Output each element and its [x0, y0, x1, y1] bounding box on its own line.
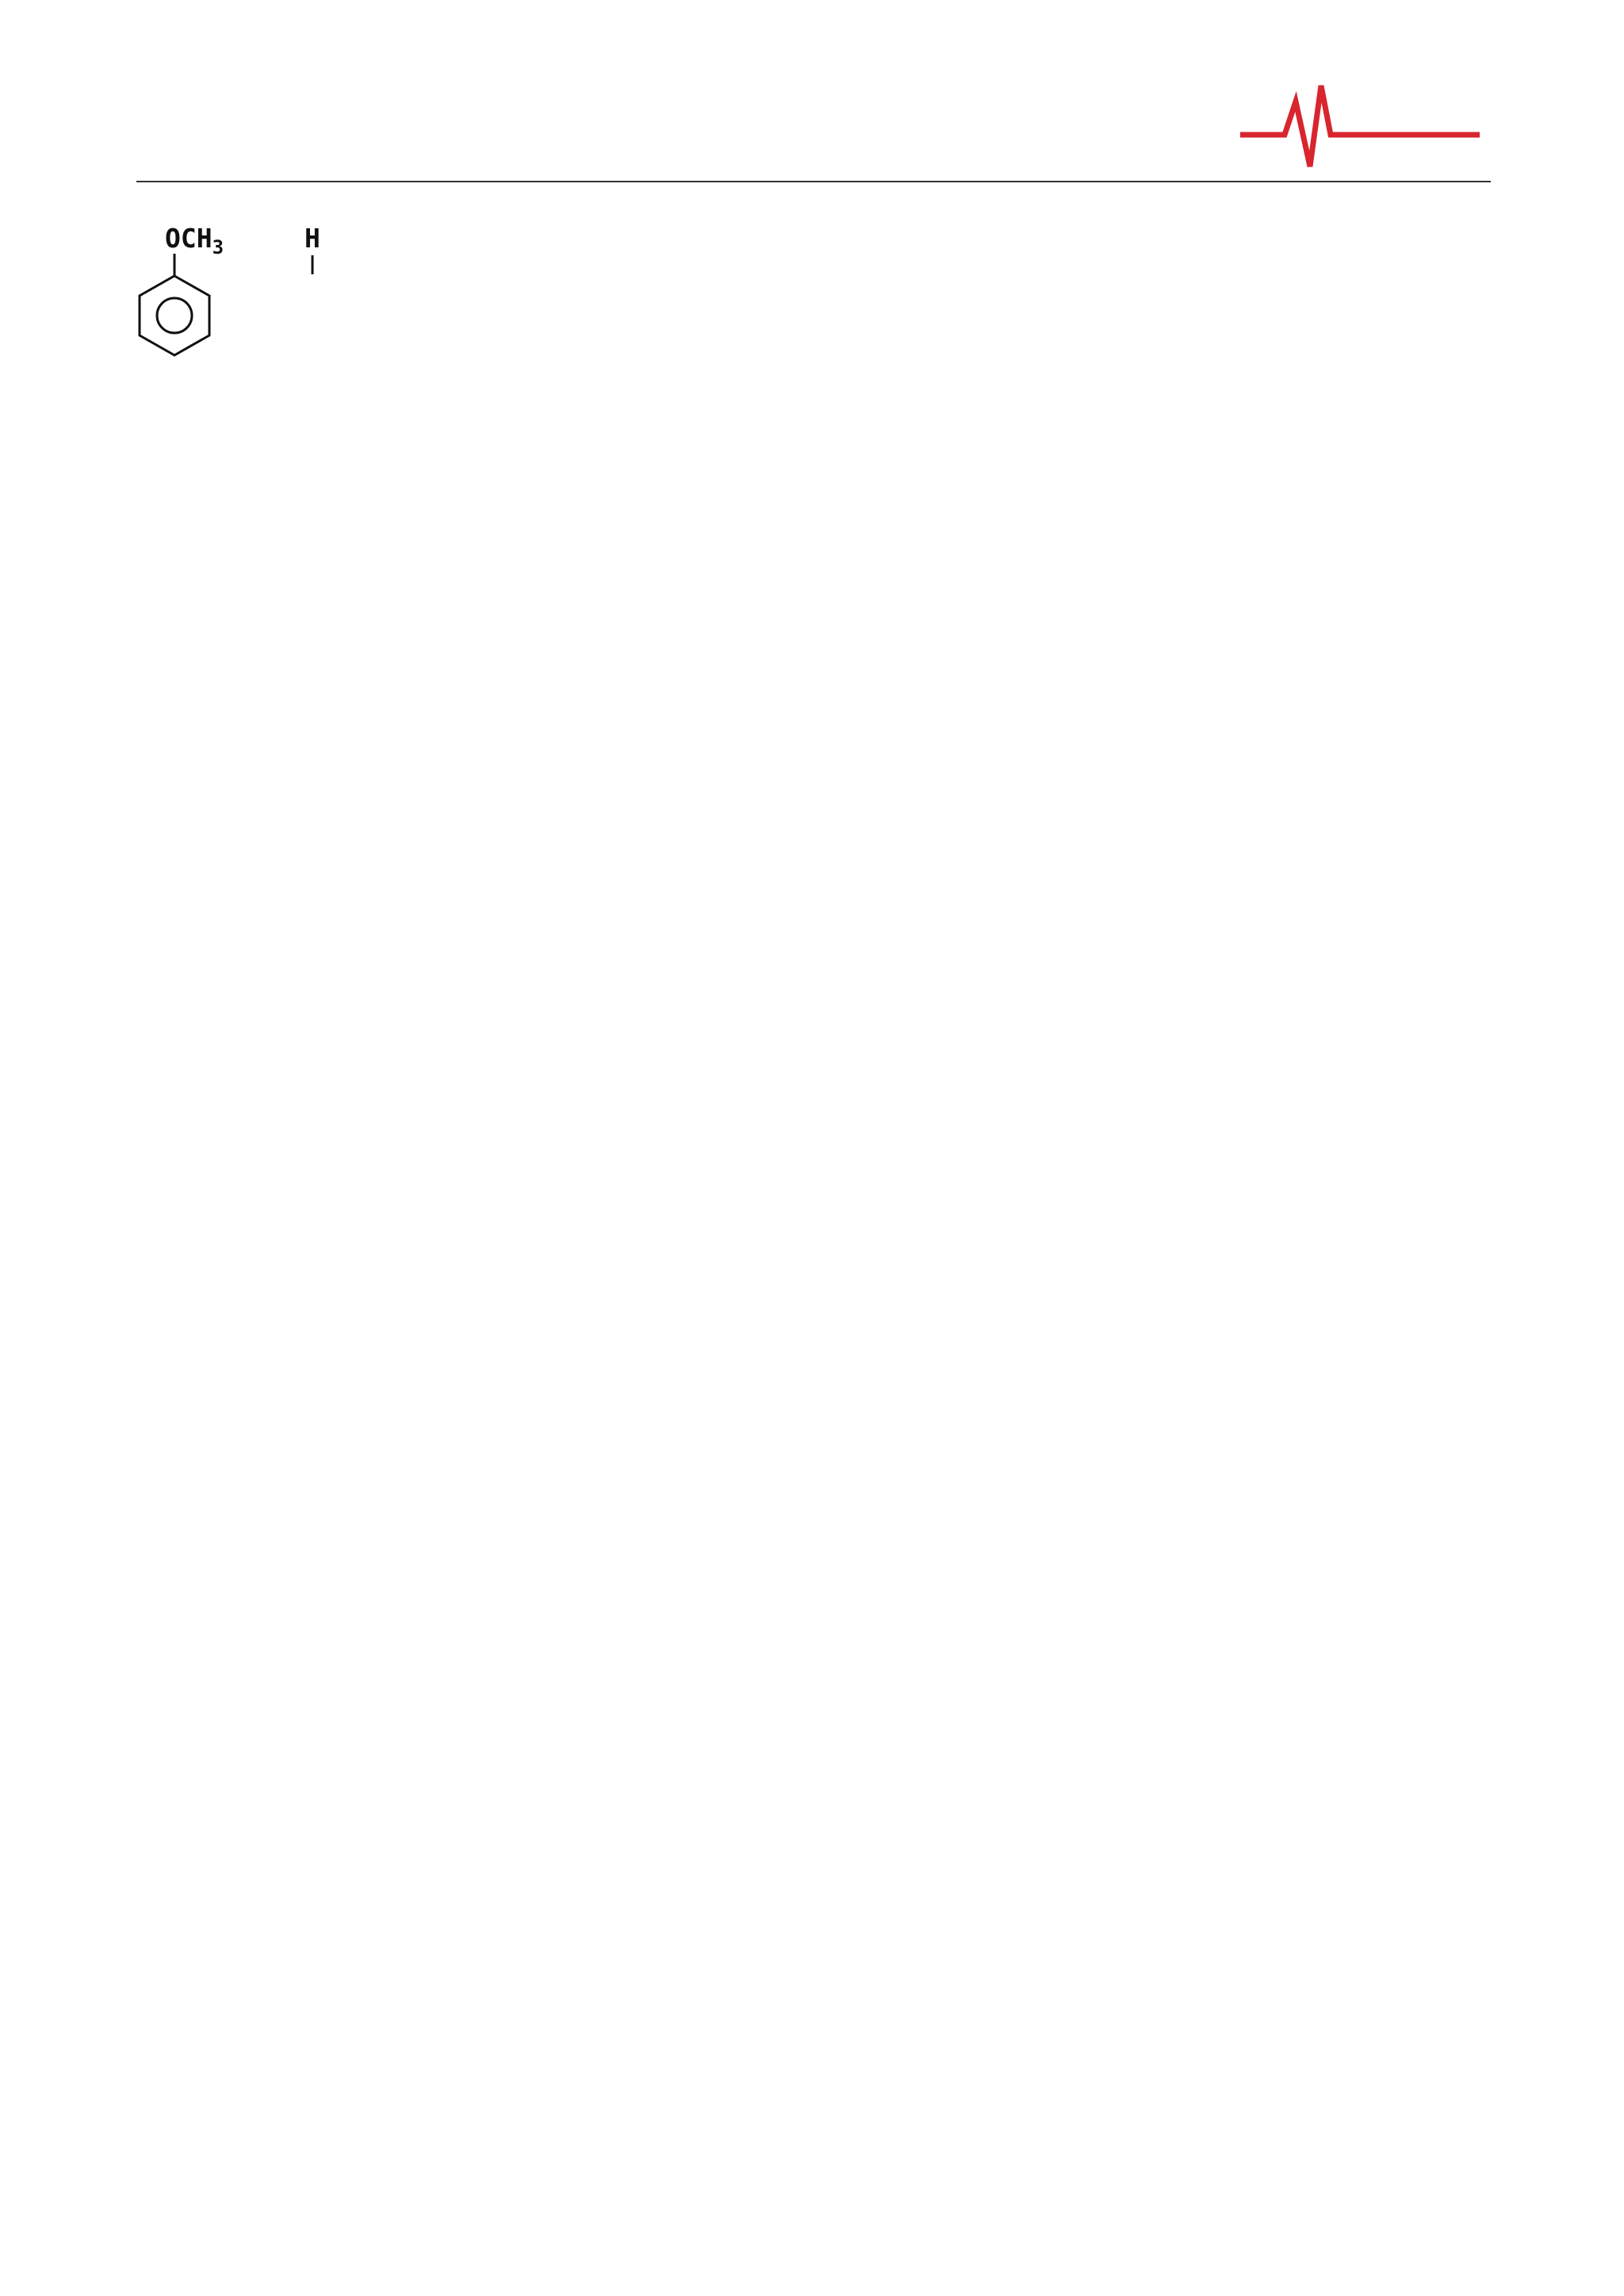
header-rule — [136, 181, 1491, 182]
svg-text:H: H — [304, 223, 320, 254]
q32-structures-figure — [136, 200, 802, 668]
svg-text:OCH3: $OCH_3$ — [165, 223, 224, 258]
left-column — [136, 200, 802, 668]
projeto-medicina-logo — [1237, 57, 1484, 176]
